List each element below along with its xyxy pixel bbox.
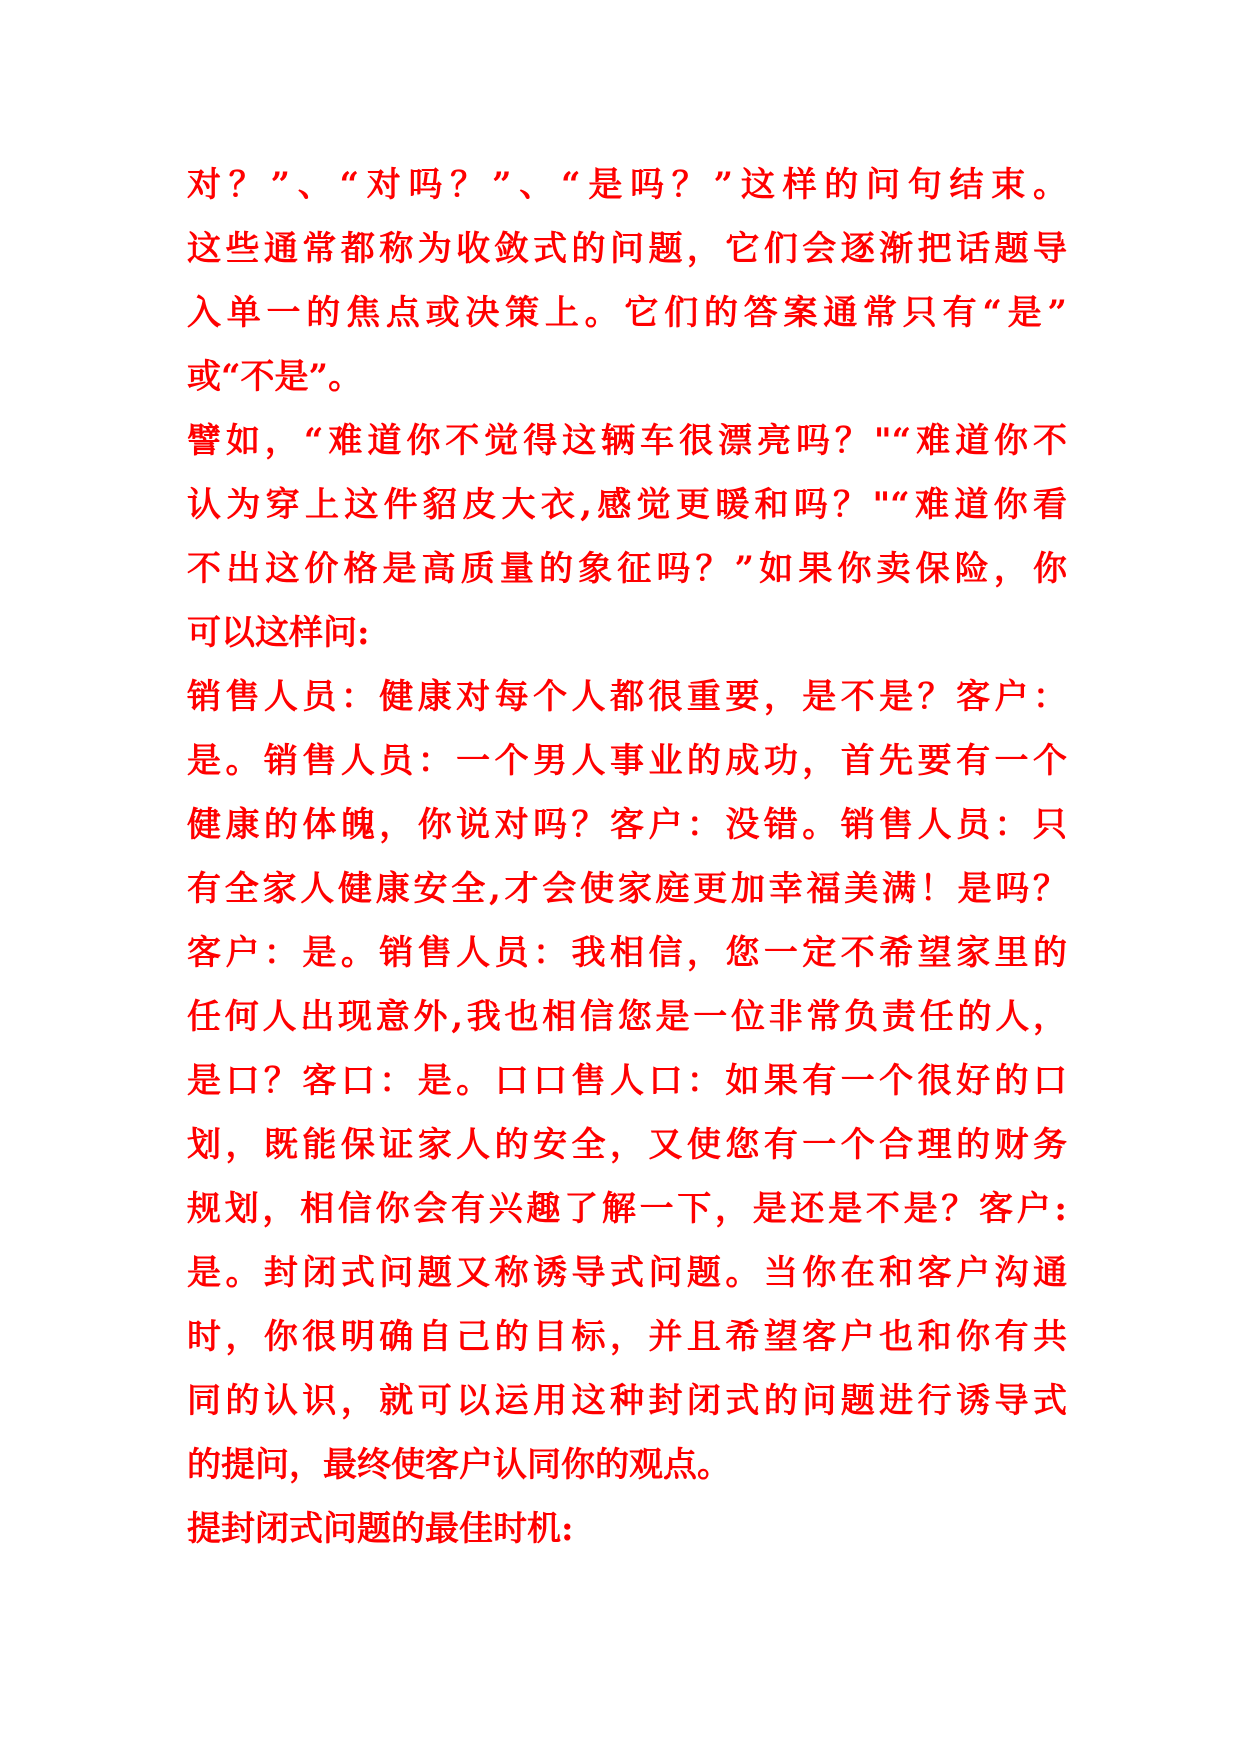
text-line: 认为穿上这件貂皮大衣,感觉更暖和吗？"“难道你看 [187,485,1067,525]
text-line: 规划，相信你会有兴趣了解一下，是还是不是？客户: [187,1189,1067,1229]
text-line: 不出这价格是高质量的象征吗？”如果你卖保险，你 [187,549,1067,589]
text-line: 可以这样问: [187,613,370,653]
text-line: 划，既能保证家人的安全，又使您有一个合理的财务 [187,1125,1067,1165]
text-line: 客户：是。销售人员：我相信，您一定不希望家里的 [187,933,1067,973]
document-body [187,153,1067,1561]
text-line: 健康的体魄，你说对吗？客户：没错。销售人员：只 [187,805,1067,845]
text-line: 譬如，“难道你不觉得这辆车很漂亮吗？"“难道你不 [187,421,1067,461]
text-line: 是。封闭式问题又称诱导式问题。当你在和客户沟通 [187,1253,1067,1293]
text-line: 时，你很明确自己的目标，并且希望客户也和你有共 [187,1317,1067,1357]
text-line: 销售人员：健康对每个人都很重要，是不是？客户： [187,677,1067,717]
text-line: 同的认识，就可以运用这种封闭式的问题进行诱导式 [187,1381,1067,1421]
text-line: 有全家人健康安全,才会使家庭更加幸福美满！是吗？ [187,869,1067,909]
text-line: 任何人出现意外,我也相信您是一位非常负责任的人， [187,997,1067,1037]
text-line: 提封闭式问题的最佳时机: [187,1509,574,1549]
text-line: 对？”、“对吗？”、“是吗？”这样的问句结束。 [187,165,1067,205]
text-line: 这些通常都称为收敛式的问题，它们会逐渐把话题导 [187,229,1067,269]
text-line: 入单一的焦点或决策上。它们的答案通常只有“是” [187,293,1067,333]
text-line: 或“不是”。 [187,357,363,397]
text-line-fallback-glyphs: 是口？客口：是。口口售人口：如果有一个很好的口 [187,1061,1067,1101]
text-line: 是。销售人员：一个男人事业的成功，首先要有一个 [187,741,1067,781]
text-line: 的提问，最终使客户认同你的观点。 [187,1445,731,1485]
